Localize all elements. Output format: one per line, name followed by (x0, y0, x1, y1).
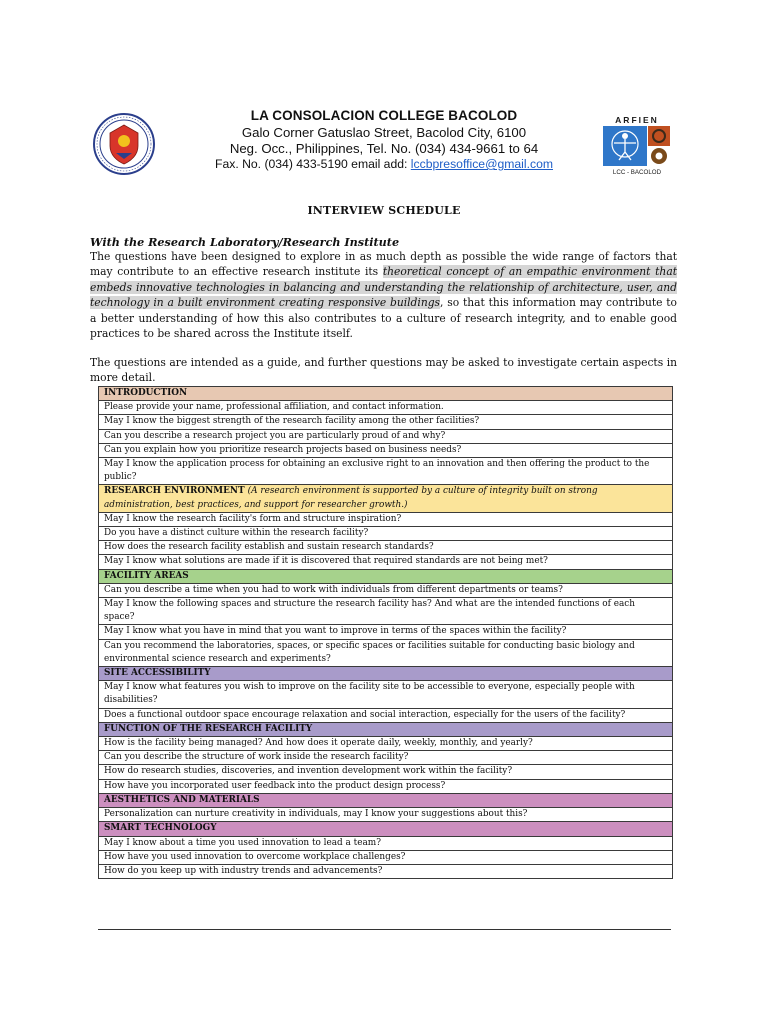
question-cell: Can you recommend the laboratories, spaces, or specific spaces or facilities suitable for conducting basic biology and environmental science research and experiments? (99, 639, 673, 666)
question-cell: May I know the application process for obtaining an exclusive right to an innovation and then offering the product to the public? (99, 458, 673, 485)
question-cell: May I know what you have in mind that you want to improve in terms of the spaces within the facility? (99, 625, 673, 639)
question-cell: May I know the research facility's form and structure inspiration? (99, 512, 673, 526)
question-cell: How is the facility being managed? And how does it operate daily, weekly, monthly, and yearly? (99, 737, 673, 751)
table-row (99, 639, 673, 666)
email-link[interactable]: lccbpresoffice@gmail.com (410, 157, 553, 171)
table-row (99, 808, 673, 822)
table-row (99, 541, 673, 555)
paragraph1-end: , so that this information may contribute to a better understanding of how this also contributes to a culture of research integrity, and to enable good practices to be shared across the Institute itself. (90, 296, 677, 341)
section-heading-facility-areas: FACILITY AREAS (99, 569, 673, 583)
section-header-row (99, 667, 673, 681)
question-cell: How do research studies, discoveries, and invention development work within the facility? (99, 765, 673, 779)
document-subtitle: With the Research Laboratory/Research Institute (90, 235, 400, 249)
question-cell: Does a functional outdoor space encourage relaxation and social interaction, especially for the users of the facility? (99, 708, 673, 722)
section-header-row (99, 822, 673, 836)
question-cell: May I know about a time you used innovation to lead a team? (99, 836, 673, 850)
section-heading-research-environment: RESEARCH ENVIRONMENT (A research environment is supported by a culture of integrity built on strong administration, best practices, and support for researcher growth.) (99, 485, 673, 512)
table-row (99, 779, 673, 793)
province-line: Neg. Occ., Philippines, Tel. No. (034) 434-9661 to 64 (229, 141, 539, 156)
table-row (99, 443, 673, 457)
section-heading-site-accessibility: SITE ACCESSIBILITY (99, 667, 673, 681)
table-row (99, 836, 673, 850)
interview-questions-table (98, 386, 673, 879)
table-row (99, 401, 673, 415)
institution-name: LA CONSOLACION COLLEGE BACOLOD (250, 108, 518, 123)
table-row (99, 527, 673, 541)
fax-email-line (160, 157, 608, 171)
section-header-row (99, 485, 673, 512)
section-heading-smart-technology: SMART TECHNOLOGY (99, 822, 673, 836)
section-note: (A research environment is supported by a culture of integrity built on strong administration, best practices, and support for researcher growth.) (104, 486, 598, 510)
table-row (99, 850, 673, 864)
address-line: Galo Corner Gatuslao Street, Bacolod City, 6100 (241, 125, 527, 140)
question-cell: How do you keep up with industry trends and advancements? (99, 864, 673, 878)
table-row (99, 512, 673, 526)
fax-label: Fax. No. (034) 433-5190 email add: (215, 157, 411, 171)
table-row (99, 708, 673, 722)
table-row (99, 765, 673, 779)
section-header-row (99, 722, 673, 736)
table-row (99, 555, 673, 569)
paragraph1-highlight: theoretical concept of an empathic environment that embeds innovative technologies in balancing and understanding the relationship of architecture, user, and technology in a built environment creating responsive buildings (90, 265, 677, 310)
table-row (99, 625, 673, 639)
question-cell: How have you used innovation to overcome workplace challenges? (99, 850, 673, 864)
table-row (99, 429, 673, 443)
question-cell: How have you incorporated user feedback into the product design process? (99, 779, 673, 793)
table-row (99, 751, 673, 765)
question-cell: Do you have a distinct culture within the research facility? (99, 527, 673, 541)
logo-title: ARFIEN (615, 115, 659, 125)
table-row (99, 681, 673, 708)
question-cell: Can you describe a research project you are particularly proud of and why? (99, 429, 673, 443)
section-heading-introduction: INTRODUCTION (99, 387, 673, 401)
section-header-row (99, 387, 673, 401)
question-cell: Can you explain how you prioritize research projects based on business needs? (99, 443, 673, 457)
question-cell: Can you describe the structure of work inside the research facility? (99, 751, 673, 765)
table-row (99, 583, 673, 597)
section-header-row (99, 569, 673, 583)
question-cell: May I know what features you wish to improve on the facility site to be accessible to everyone, especially people with disabilities? (99, 681, 673, 708)
question-cell: May I know the following spaces and structure the research facility has? And what are the intended functions of each space? (99, 598, 673, 625)
section-header-row (99, 793, 673, 807)
paragraph1-start: The questions have been designed to explore in as much depth as possible the wide range of factors that may contribute to an effective research institute its (90, 250, 677, 279)
intro-paragraph (90, 249, 677, 341)
table-row (99, 737, 673, 751)
question-cell: Personalization can nurture creativity in individuals, may I know your suggestions about this? (99, 808, 673, 822)
question-cell: May I know the biggest strength of the research facility among the other facilities? (99, 415, 673, 429)
document-title: INTERVIEW SCHEDULE (307, 204, 461, 217)
section-heading-aesthetics: AESTHETICS AND MATERIALS (99, 793, 673, 807)
section-heading-function: FUNCTION OF THE RESEARCH FACILITY (99, 722, 673, 736)
college-seal-logo (93, 113, 155, 175)
logo-caption: LCC - BACOLOD (612, 169, 662, 176)
guide-paragraph: The questions are intended as a guide, and further questions may be asked to investigate certain aspects in more detail. (90, 356, 677, 385)
question-cell: How does the research facility establish and sustain research standards? (99, 541, 673, 555)
table-row (99, 458, 673, 485)
table-row (99, 598, 673, 625)
question-cell: Please provide your name, professional affiliation, and contact information. (99, 401, 673, 415)
footer-divider (98, 929, 671, 930)
question-cell: May I know what solutions are made if it is discovered that required standards are not being met? (99, 555, 673, 569)
table-row (99, 415, 673, 429)
research-institute-logo (602, 114, 672, 176)
question-cell: Can you describe a time when you had to work with individuals from different departments or teams? (99, 583, 673, 597)
table-row (99, 864, 673, 878)
